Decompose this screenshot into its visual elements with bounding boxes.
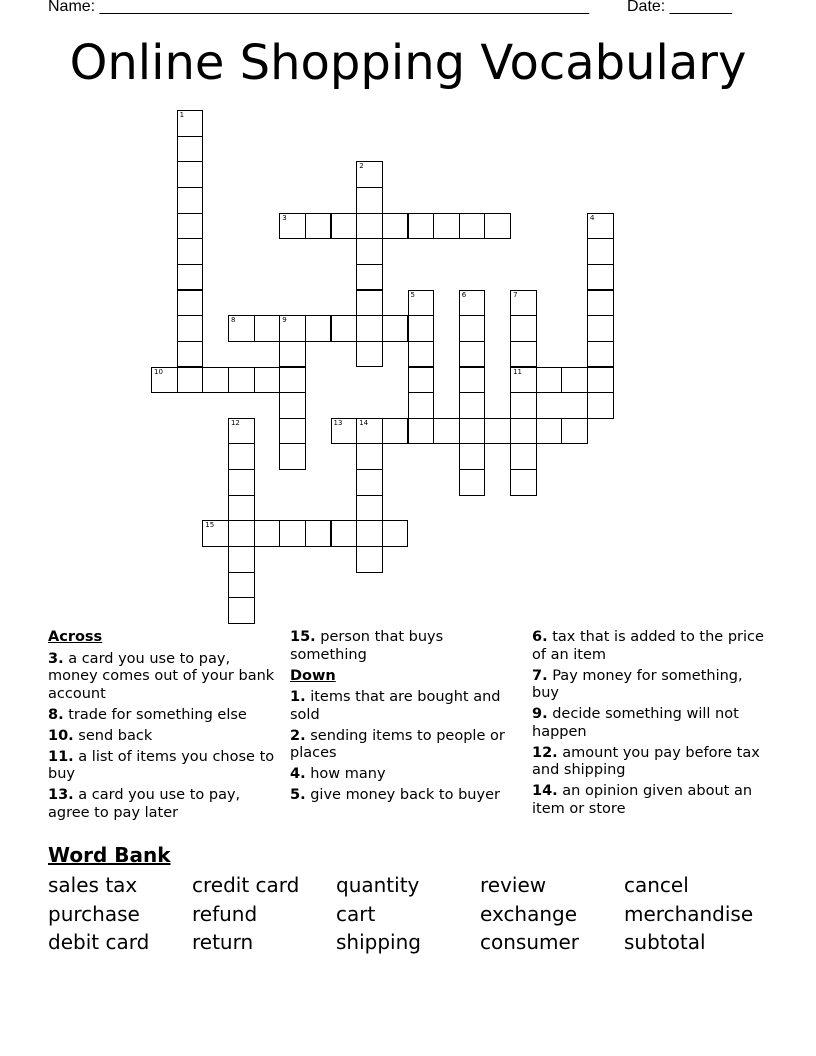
crossword-cell[interactable]: [356, 341, 383, 368]
crossword-cell[interactable]: [151, 367, 178, 394]
crossword-cell[interactable]: [228, 572, 255, 599]
clue-down-2: [290, 728, 522, 763]
word-bank-item: credit card: [192, 873, 300, 897]
crossword-cell[interactable]: [510, 367, 537, 394]
crossword-cell[interactable]: [177, 187, 204, 214]
crossword-cell[interactable]: [587, 392, 614, 419]
crossword-cell[interactable]: [356, 238, 383, 265]
crossword-cell[interactable]: [279, 213, 306, 240]
crossword-cell[interactable]: [228, 367, 255, 394]
clue-text: tax that is added to the price of an item: [532, 629, 764, 663]
crossword-cell[interactable]: [202, 520, 229, 547]
clue-down-14: [532, 783, 764, 818]
clue-number-label: 2: [359, 162, 364, 171]
crossword-cell[interactable]: [228, 546, 255, 573]
clue-across-3: [48, 651, 280, 704]
crossword-cell[interactable]: [587, 238, 614, 265]
crossword-cell[interactable]: [356, 443, 383, 470]
clue-number: 7.: [532, 667, 548, 684]
crossword-cell[interactable]: [459, 290, 486, 317]
crossword-cell[interactable]: [587, 264, 614, 291]
word-bank-item: purchase: [48, 901, 140, 926]
crossword-cell[interactable]: [177, 264, 204, 291]
clue-across-15: [290, 629, 522, 664]
crossword-cell[interactable]: [510, 315, 537, 342]
crossword-cell[interactable]: [484, 213, 511, 240]
word-bank-item: sales tax: [48, 873, 138, 897]
crossword-cell[interactable]: [561, 418, 588, 445]
clue-number-label: 5: [410, 290, 415, 299]
clue-text: a card you use to pay, money comes out of your bank account: [48, 650, 275, 702]
clue-number: 5.: [290, 787, 306, 803]
date-field[interactable]: Date: _______: [627, 0, 732, 15]
clue-text: amount you pay before tax and shipping: [532, 744, 760, 778]
crossword-cell[interactable]: [228, 418, 255, 445]
clue-number: 2.: [290, 727, 306, 744]
crossword-cell[interactable]: [408, 213, 435, 240]
crossword-cell[interactable]: [356, 469, 383, 496]
crossword-cell[interactable]: [177, 341, 204, 368]
crossword-cell[interactable]: [536, 367, 563, 394]
clue-text: decide something will not happen: [532, 706, 739, 740]
clue-number-label: 13: [333, 418, 343, 427]
crossword-cell[interactable]: [177, 367, 204, 394]
crossword-cell[interactable]: [510, 443, 537, 470]
clue-text: trade for something else: [68, 706, 247, 723]
crossword-cell[interactable]: [459, 443, 486, 470]
word-bank-item: return: [192, 930, 254, 954]
crossword-cell[interactable]: [356, 546, 383, 573]
crossword-cell[interactable]: [279, 392, 306, 419]
name-field[interactable]: Name: _______________________________________________________: [48, 0, 589, 15]
crossword-cell[interactable]: [382, 315, 409, 342]
crossword-cell[interactable]: [459, 315, 486, 342]
clue-text: person that buys something: [290, 629, 444, 663]
crossword-cell[interactable]: [177, 213, 204, 240]
crossword-cell[interactable]: [587, 290, 614, 317]
clue-number-label: 4: [590, 213, 595, 222]
clue-number-label: 7: [513, 290, 518, 299]
clue-text: how many: [310, 766, 386, 782]
clue-down-12: [532, 745, 764, 780]
word-bank-item: debit card: [48, 930, 150, 954]
crossword-cell[interactable]: [356, 213, 383, 240]
crossword-cell[interactable]: [254, 315, 281, 342]
clue-number-label: 9: [282, 316, 287, 325]
crossword-cell[interactable]: [510, 418, 537, 445]
crossword-cell[interactable]: [382, 213, 409, 240]
crossword-cell[interactable]: [356, 264, 383, 291]
clues-column-3: [532, 629, 764, 822]
crossword-cell[interactable]: [433, 213, 460, 240]
crossword-cell[interactable]: [561, 367, 588, 394]
crossword-cell[interactable]: [177, 238, 204, 265]
crossword-cell[interactable]: [408, 367, 435, 394]
crossword-cell[interactable]: [356, 290, 383, 317]
clue-text: a card you use to pay, agree to pay later: [48, 787, 241, 821]
crossword-cell[interactable]: [382, 418, 409, 445]
crossword-cell[interactable]: [408, 315, 435, 342]
clue-number-label: 11: [513, 367, 523, 376]
crossword-cell[interactable]: [433, 418, 460, 445]
crossword-cell[interactable]: [408, 392, 435, 419]
crossword-cell[interactable]: [254, 367, 281, 394]
crossword-cell[interactable]: [279, 341, 306, 368]
clue-across-11: [48, 749, 280, 784]
crossword-cell[interactable]: [459, 213, 486, 240]
word-bank: [48, 873, 778, 959]
crossword-cell[interactable]: [177, 315, 204, 342]
crossword-cell[interactable]: [279, 315, 306, 342]
crossword-cell[interactable]: [510, 469, 537, 496]
crossword-cell[interactable]: [305, 520, 332, 547]
crossword-cell[interactable]: [536, 418, 563, 445]
crossword-cell[interactable]: [331, 315, 358, 342]
word-bank-item: cart: [336, 901, 376, 926]
crossword-cell[interactable]: [331, 418, 358, 445]
across-heading: Across: [48, 629, 103, 645]
crossword-cell[interactable]: [587, 213, 614, 240]
crossword-cell[interactable]: [510, 290, 537, 317]
clue-number-label: 12: [230, 418, 240, 427]
crossword-cell[interactable]: [254, 520, 281, 547]
clue-text: sending items to people or places: [290, 727, 505, 761]
crossword-cell[interactable]: [587, 341, 614, 368]
crossword-cell[interactable]: [587, 315, 614, 342]
crossword-cell[interactable]: [228, 597, 255, 624]
clue-number-label: 1: [179, 111, 185, 119]
word-bank-item: cancel: [624, 873, 689, 897]
crossword-cell[interactable]: [459, 341, 486, 368]
crossword-cell[interactable]: [459, 418, 486, 445]
crossword-cell[interactable]: [356, 161, 383, 188]
crossword-cell[interactable]: [177, 136, 204, 163]
clue-number: 9.: [532, 706, 548, 722]
clue-down-4: [290, 766, 522, 784]
crossword-cell[interactable]: [356, 495, 383, 522]
down-heading: Down: [290, 667, 336, 684]
word-bank-item: exchange: [480, 901, 578, 926]
clue-down-5: [290, 787, 522, 805]
word-bank-item: consumer: [480, 930, 580, 954]
word-bank-item: merchandise: [624, 901, 754, 926]
word-bank-title: Word Bank: [48, 843, 171, 867]
crossword-cell[interactable]: [305, 213, 332, 240]
clue-number: 13.: [48, 787, 74, 803]
crossword-cell[interactable]: [356, 418, 383, 445]
clue-number-label: 15: [205, 521, 215, 530]
word-bank-item: shipping: [336, 930, 421, 954]
crossword-cell[interactable]: [408, 290, 435, 317]
crossword-cell[interactable]: [228, 520, 255, 547]
crossword-cell[interactable]: [356, 187, 383, 214]
word-bank-item: subtotal: [624, 930, 706, 954]
clues-column-1: [48, 629, 280, 826]
crossword-cell[interactable]: [279, 418, 306, 445]
crossword-cell[interactable]: [382, 520, 409, 547]
crossword-cell[interactable]: [484, 418, 511, 445]
word-bank-item: refund: [192, 901, 258, 926]
clue-text: an opinion given about an item or store: [532, 783, 753, 817]
crossword-cell[interactable]: [279, 367, 306, 394]
clue-text: send back: [78, 727, 153, 744]
clue-across-10: [48, 728, 280, 746]
clue-number: 15.: [290, 629, 316, 645]
clue-number-label: 10: [154, 367, 163, 376]
crossword-cell[interactable]: [279, 520, 306, 547]
crossword-cell[interactable]: [331, 213, 358, 240]
clue-number: 10.: [48, 727, 74, 744]
clue-number: 14.: [532, 783, 558, 799]
clue-number: 12.: [532, 744, 558, 761]
crossword-cell[interactable]: [228, 495, 255, 522]
clues-column-2: [290, 629, 522, 808]
crossword-cell[interactable]: [228, 315, 255, 342]
word-bank-item: quantity: [336, 873, 420, 897]
clue-number-label: 8: [230, 316, 236, 325]
crossword-cell[interactable]: [356, 520, 383, 547]
clue-number-label: 6: [461, 290, 467, 299]
clue-across-13: [48, 787, 280, 822]
crossword-cell[interactable]: [459, 469, 486, 496]
clue-number: 6.: [532, 629, 548, 645]
clue-down-6: [532, 629, 764, 664]
crossword-cell[interactable]: [408, 341, 435, 368]
clue-number: 11.: [48, 748, 74, 765]
clue-down-7: [532, 668, 764, 703]
crossword-cell[interactable]: [228, 469, 255, 496]
crossword-cell[interactable]: [305, 315, 332, 342]
clue-down-9: [532, 706, 764, 741]
clue-number: 8.: [48, 706, 64, 723]
crossword-cell[interactable]: [331, 520, 358, 547]
word-bank-item: review: [480, 873, 547, 897]
crossword-cell[interactable]: [279, 443, 306, 470]
clue-text: Pay money for something, buy: [532, 667, 743, 701]
clue-text: give money back to buyer: [310, 787, 500, 803]
crossword-cell[interactable]: [587, 367, 614, 394]
crossword-cell[interactable]: [177, 161, 204, 188]
crossword-cell[interactable]: [459, 367, 486, 394]
crossword-cell[interactable]: [356, 315, 383, 342]
clue-down-1: [290, 689, 522, 724]
clue-text: items that are bought and sold: [290, 689, 501, 723]
crossword-cell[interactable]: [177, 290, 204, 317]
clue-number: 1.: [290, 689, 306, 705]
crossword-cell[interactable]: [228, 443, 255, 470]
clue-number-label: 14: [359, 418, 369, 427]
crossword-cell[interactable]: [202, 367, 229, 394]
crossword-cell[interactable]: [510, 341, 537, 368]
crossword-cell[interactable]: [177, 110, 204, 137]
clue-number: 4.: [290, 766, 306, 782]
crossword-cell[interactable]: [408, 418, 435, 445]
crossword-cell[interactable]: [510, 392, 537, 419]
clue-number-label: 3: [282, 213, 287, 222]
clue-number: 3.: [48, 650, 64, 667]
clue-across-8: [48, 707, 280, 725]
crossword-cell[interactable]: [459, 392, 486, 419]
clue-text: a list of items you chose to buy: [48, 748, 275, 782]
page-title: Online Shopping Vocabulary: [69, 35, 747, 91]
